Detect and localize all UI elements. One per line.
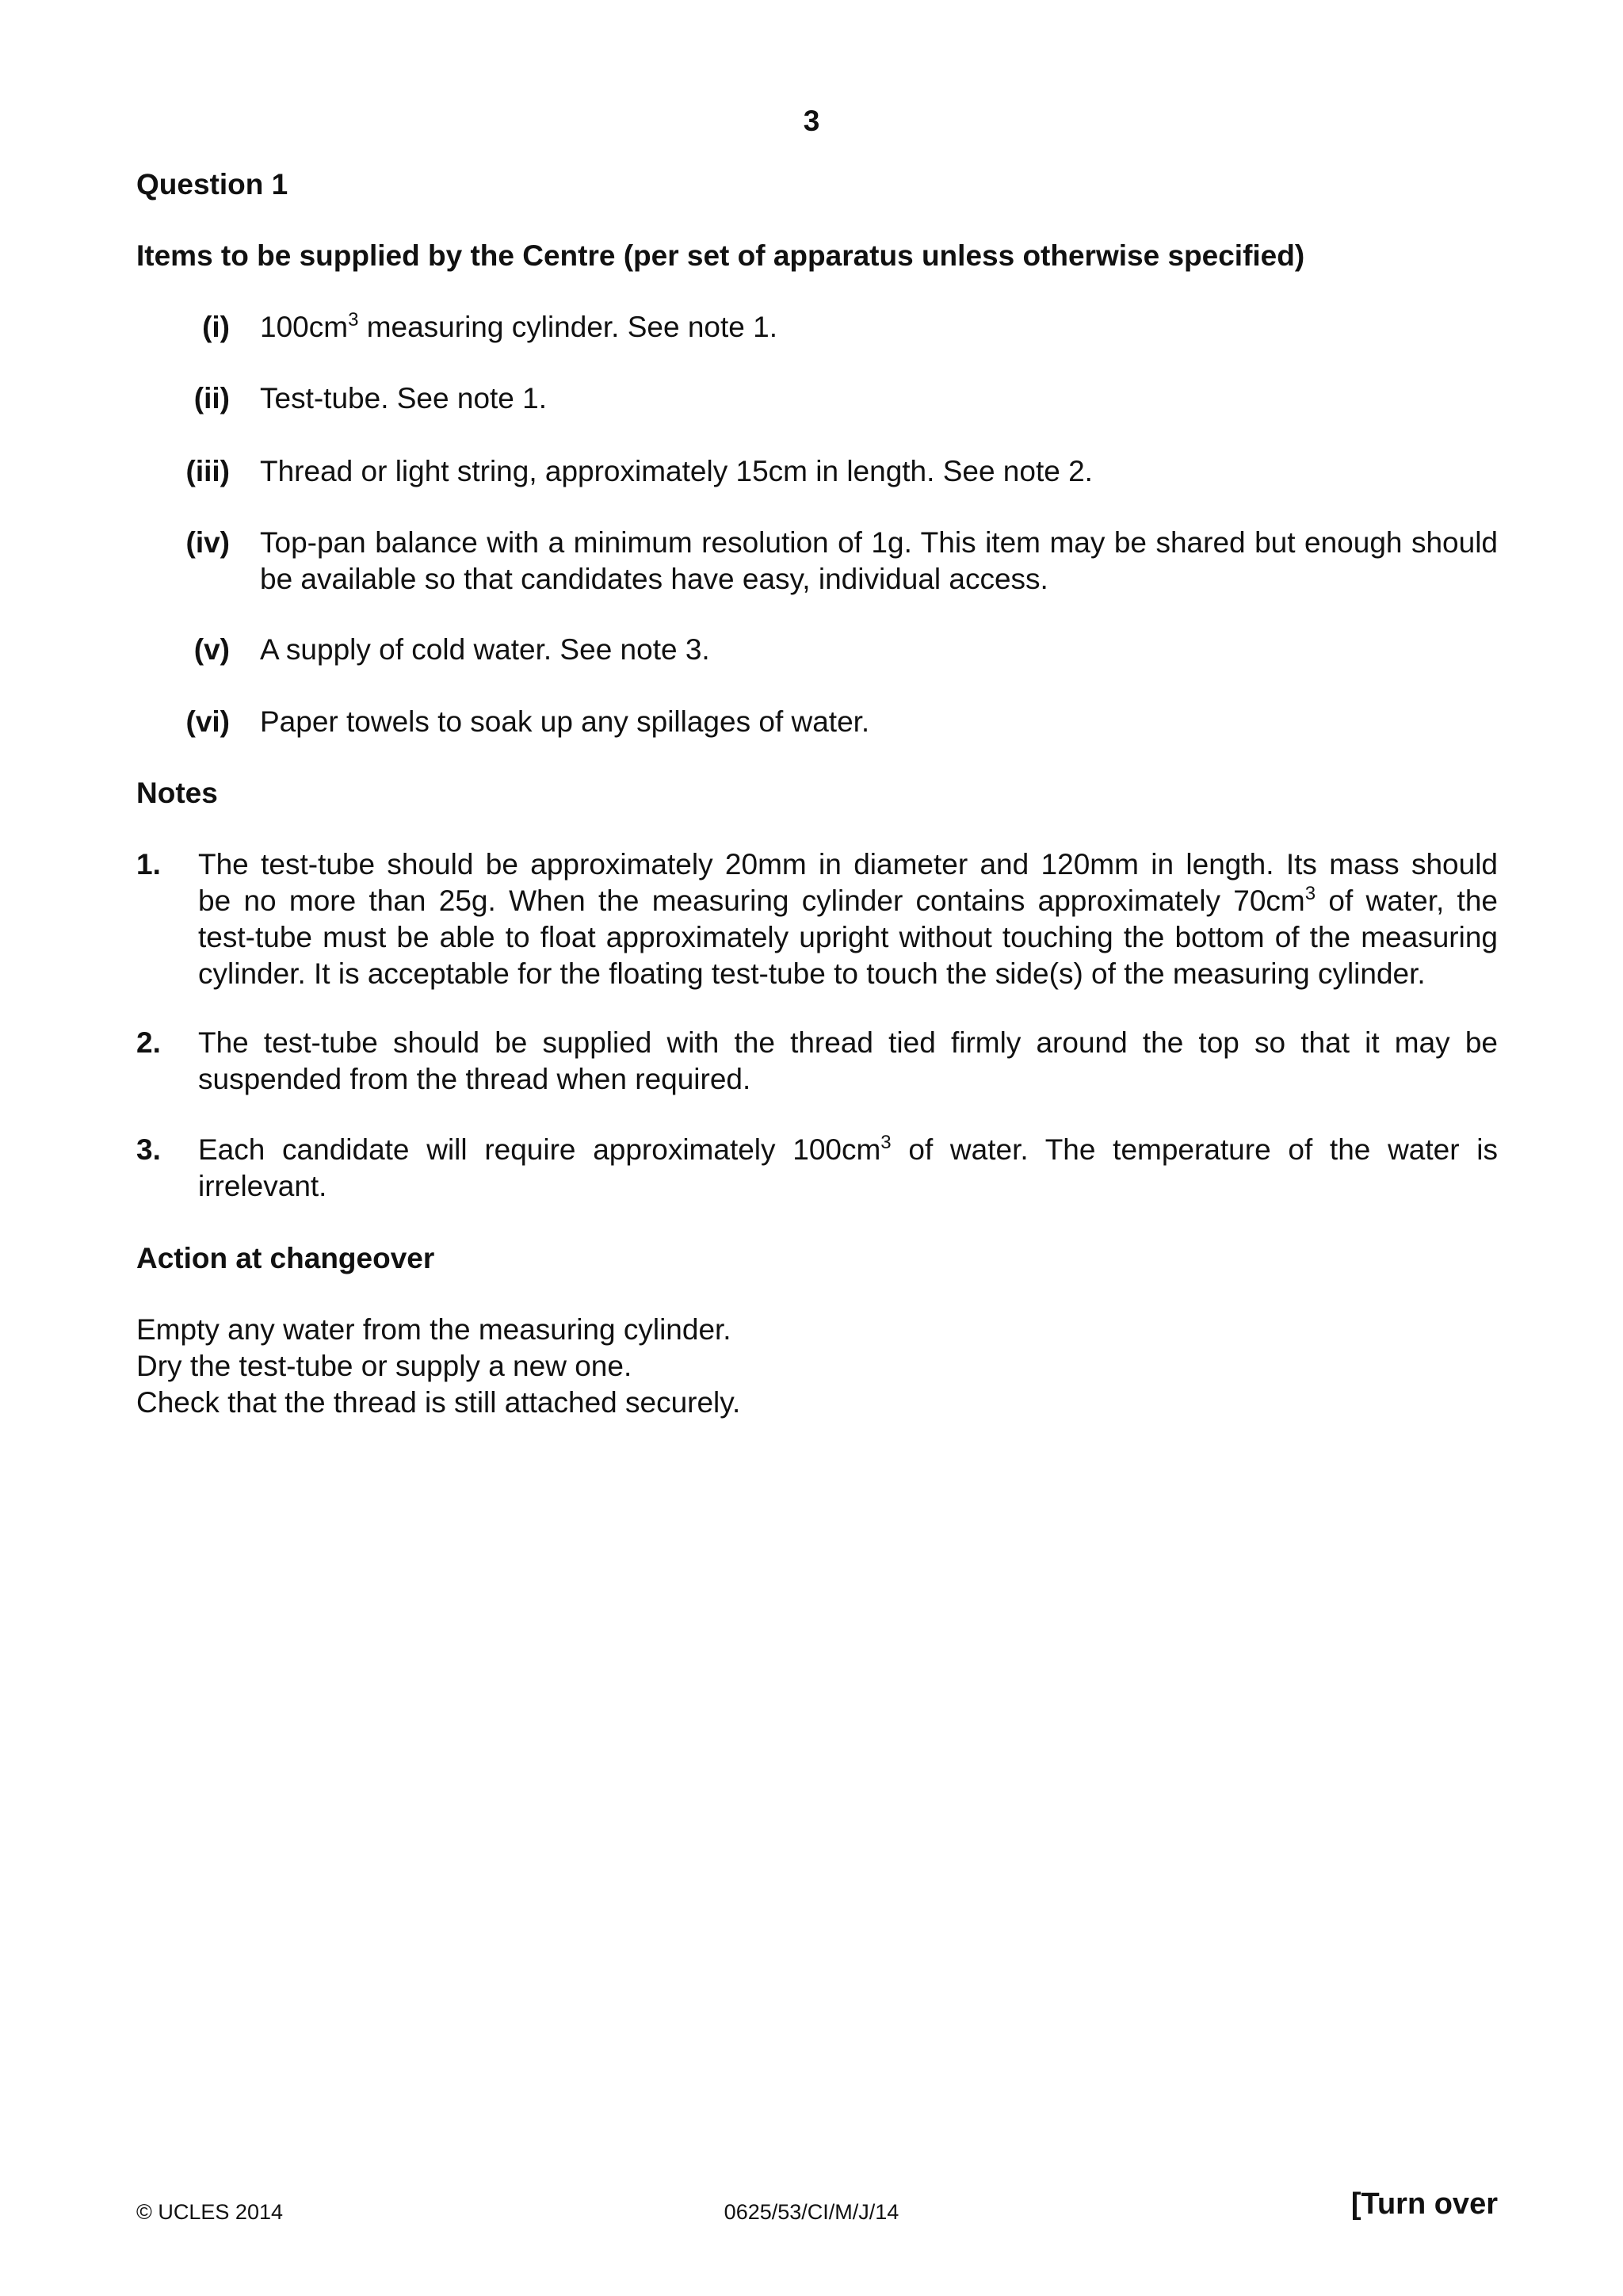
notes-heading: Notes <box>136 777 218 809</box>
item-label: (vi) <box>185 705 230 738</box>
action-line: Dry the test-tube or supply a new one. <box>136 1350 632 1382</box>
note-number: 1. <box>136 848 161 881</box>
item-label: (iv) <box>185 526 230 559</box>
item-ii <box>136 380 1498 417</box>
item-label: (i) <box>202 311 230 343</box>
note-text: The test-tube should be supplied with the thread tied firmly around the top so that it may be suspended from the thread when required. <box>198 1026 1498 1095</box>
footer-copyright: © UCLES 2014 <box>136 2200 283 2224</box>
note-2 <box>136 1025 1498 1098</box>
item-iv <box>136 525 1498 598</box>
item-text: $100cm^3$ measuring cylinder. See note 1. <box>260 309 778 343</box>
note-number: 2. <box>136 1026 161 1059</box>
note-1 <box>136 846 1498 992</box>
page-number: 3 <box>803 105 820 137</box>
item-v <box>136 632 1498 668</box>
item-text: A supply of cold water. See note 3. <box>260 633 710 666</box>
item-text: Thread or light string, approximately 15cm in length. See note 2. <box>260 455 1093 487</box>
note-3 <box>136 1132 1498 1205</box>
action-line: Check that the thread is still attached securely. <box>136 1386 741 1419</box>
note-text: The test-tube should be approximately 20mm in diameter and 120mm in length. Its mass should be no more than 25g. When the measuring cylinder contains approximately $70cm^3$ of water, the test-tube must be able to float approximately upright without touching the bottom of the measuring cylinder. It is acceptable for the floating test-tube to touch the side(s) of the measuring cylinder. <box>198 848 1498 990</box>
item-text: Test-tube. See note 1. <box>260 382 548 415</box>
action-list <box>136 1312 740 1421</box>
item-iii <box>136 453 1498 490</box>
action-heading: Action at changeover <box>136 1242 435 1274</box>
items-heading: Items to be supplied by the Centre (per set of apparatus unless otherwise specified) <box>136 239 1305 272</box>
footer-code: 0625/53/CI/M/J/14 <box>724 2200 899 2224</box>
item-text: Top-pan balance with a minimum resolution of 1g. This item may be shared but enough should be available so that candidates have easy, individual access. <box>260 526 1498 595</box>
item-text: Paper towels to soak up any spillages of water. <box>260 705 870 738</box>
action-line: Empty any water from the measuring cylinder. <box>136 1313 731 1346</box>
turn-over-label: [Turn over <box>1350 2187 1498 2221</box>
item-label: (ii) <box>193 382 230 415</box>
item-label: (iii) <box>185 455 230 487</box>
note-text: Each candidate will require approximately $100cm^3$ of water. The temperature of the water is irrelevant. <box>198 1132 1498 1202</box>
item-label: (v) <box>193 633 230 666</box>
item-vi <box>136 704 1498 740</box>
question-title: Question 1 <box>136 168 288 201</box>
note-number: 3. <box>136 1133 161 1166</box>
item-i <box>136 309 1498 346</box>
